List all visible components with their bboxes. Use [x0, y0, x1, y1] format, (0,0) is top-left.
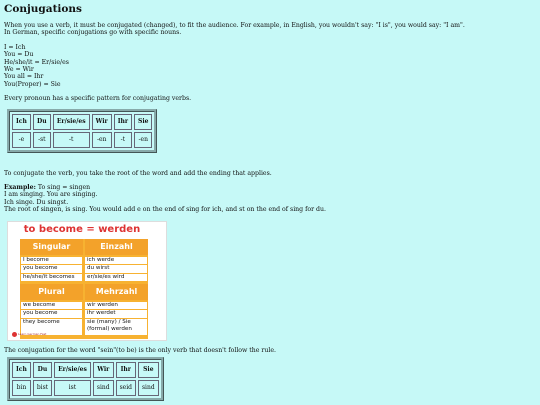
example-line [4, 184, 536, 191]
german-cell: ich werde [85, 257, 147, 265]
english-cell: you become [21, 265, 82, 273]
table-cell: seid [116, 380, 136, 396]
table-cell: -st [33, 132, 51, 148]
sein-text: The conjugation for the word "sein"(to be) is the only verb that doesn't follow the rule. [4, 346, 276, 354]
german-cell: wir werden [85, 302, 147, 310]
table-cell: sind [138, 380, 159, 396]
table-cell: ist [54, 380, 91, 396]
table-header-cell: Ihr [114, 114, 132, 130]
table-cell: bin [12, 380, 31, 396]
table-header-cell: Du [33, 114, 51, 130]
pronoun-item: You all = Ihr [4, 73, 44, 81]
pronoun-item: You = Du [4, 51, 34, 59]
table-header-cell: Er/sie/es [53, 114, 90, 130]
german-cell: sie (many) / Sie (formal) werden [85, 319, 147, 335]
table-header-row [12, 114, 152, 130]
table-header-cell: Du [33, 362, 52, 378]
table-cell: -e [12, 132, 31, 148]
pronoun-list [4, 44, 536, 88]
german-cell: du wirst [85, 265, 147, 273]
english-cell: they become [21, 319, 82, 335]
infographic-title: to become = werden [23, 223, 141, 235]
table-row [12, 380, 159, 396]
infographic-footer [12, 331, 46, 338]
table-cell: -en [134, 132, 152, 148]
sein-table [7, 357, 164, 401]
table-header-cell: Er/sie/es [54, 362, 91, 378]
english-cell: we become [21, 302, 82, 310]
endings-table [7, 109, 157, 153]
plural-header: Plural [20, 284, 83, 300]
table-header-cell: Wir [93, 362, 114, 378]
intro-text-2: In German, specific conjugations go with specific nouns. [4, 29, 182, 37]
singular-header: Singular [20, 239, 83, 255]
german-cell: ihr werdet [85, 310, 147, 318]
pronoun-item: I = Ich [4, 43, 26, 51]
pronoun-item: He/she/it = Er/sie/es [4, 58, 69, 66]
example-line-4: The root of singen, is sing. You would add e on the end of sing for ich, and st on the end of sing for du. [4, 206, 326, 214]
english-cell: you become [21, 310, 82, 318]
infographic-grid [20, 239, 148, 339]
table-header-cell: Ich [12, 114, 31, 130]
table-row [12, 132, 152, 148]
pronoun-item: We = Wir [4, 66, 34, 74]
table-cell: sind [93, 380, 114, 396]
example-line-2: I am singing. You are singing. [4, 191, 98, 199]
example-label: Example: [4, 184, 36, 192]
table-cell: -t [114, 132, 132, 148]
page-title: Conjugations [4, 3, 82, 15]
table-header-cell: Sie [138, 362, 159, 378]
table-header-cell: Ihr [116, 362, 136, 378]
table-header-cell: Ich [12, 362, 31, 378]
werden-infographic [7, 221, 167, 341]
root-text: To conjugate the verb, you take the root of the word and add the ending that applies. [4, 169, 272, 177]
table-header-row [12, 362, 159, 378]
example-line-3: Ich singe. Du singst. [4, 198, 69, 206]
intro-text: When you use a verb, it must be conjugated (changed), to fit the audience. For example, in English, you wouldn't say: "I is", you would say: "I am". [4, 22, 465, 29]
table-cell: bist [33, 380, 52, 396]
pronoun-item: You(Proper) = Sie [4, 80, 61, 88]
logo-icon [12, 332, 17, 337]
german-cell: er/sie/es wird [85, 274, 147, 282]
english-cell: he/she/it becomes [21, 274, 82, 282]
table-cell: -t [53, 132, 90, 148]
example-text: To sing = singen [35, 184, 91, 192]
table-cell: -en [92, 132, 112, 148]
english-cell: I become [21, 257, 82, 265]
pattern-text: Every pronoun has a specific pattern for conjugating verbs. [4, 95, 192, 103]
table-header-cell: Wir [92, 114, 112, 130]
mehrzahl-header: Mehrzahl [85, 284, 148, 300]
table-header-cell: Sie [134, 114, 152, 130]
einzahl-header: Einzahl [85, 239, 148, 255]
footer-text: Learn German Fast [18, 332, 47, 337]
